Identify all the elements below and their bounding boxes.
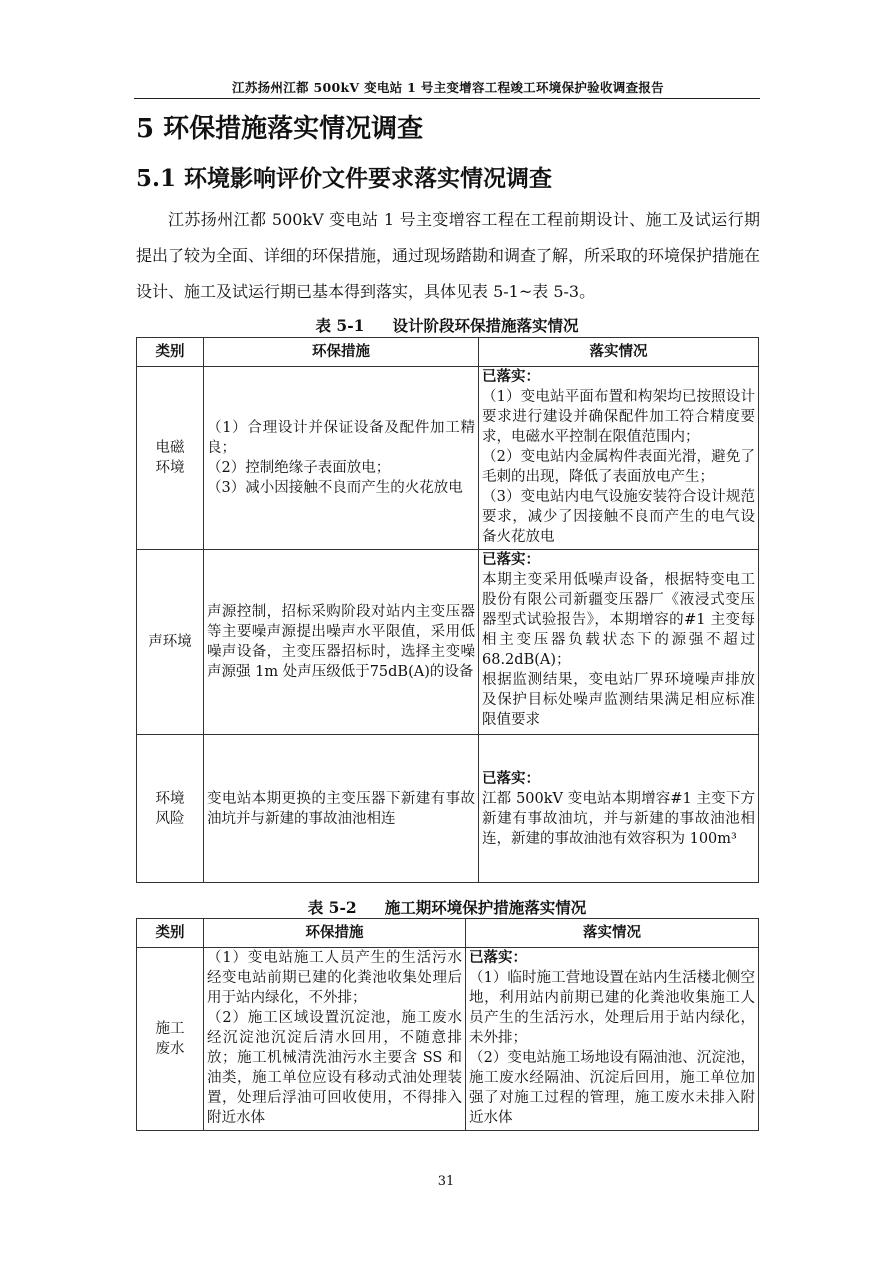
table1-row3-measures [204, 735, 479, 883]
page-number: 31 [437, 1174, 455, 1189]
table2-caption [136, 896, 758, 918]
measure-item: 声源控制，招标采购阶段对站内主变压器等主要噪声源提出噪声水平限值，采用低噪声设备，主变压器招标时，选择主变噪声源强 1m 处声压级低于75dB(A)的设备 [207, 604, 475, 680]
table2-row1-category [137, 948, 204, 1131]
table1-row3-category [137, 735, 204, 883]
category-line: 环境 [155, 460, 185, 476]
table1-header-row [137, 338, 759, 367]
status-head: 已落实： [482, 368, 540, 385]
table2-header-measures: 环保措施 [204, 919, 466, 948]
table2-row1-measures [204, 948, 466, 1131]
table1-header-measures: 环保措施 [204, 338, 479, 367]
status-item: （1）变电站平面布置和构架均已按照设计要求进行建设并确保配件加工符合精度要求，电磁水平控制在限值范围内； [482, 389, 755, 445]
measure-item: （3）减小因接触不良而产生的火花放电 [207, 480, 463, 496]
status-item: 根据监测结果，变电站厂界环境噪声排放及保护目标处噪声监测结果满足相应标准限值要求 [482, 672, 755, 728]
table1-caption-title: 设计阶段环保措施落实情况 [392, 316, 579, 335]
running-header: 江苏扬州江都 500kV 变电站 1 号主变增容工程竣工环境保护验收调查报告 [232, 80, 664, 95]
table1-row1-measures [204, 367, 479, 550]
table1-row1-category [137, 367, 204, 550]
status-head: 已落实： [469, 949, 527, 966]
category-line: 风险 [155, 810, 185, 827]
section-title: 5.1 环境影响评价文件要求落实情况调查 [136, 165, 553, 192]
table1-row2-measures [204, 550, 479, 735]
measure-item: 变电站本期更换的主变压器下新建有事故油坑并与新建的事故油池相连 [207, 790, 475, 827]
category-line: 声环境 [148, 634, 192, 650]
category-line: 电磁 [155, 440, 185, 456]
status-head: 已落实： [482, 551, 540, 568]
table2-caption-title: 施工期环境保护措施落实情况 [384, 898, 587, 917]
status-item: （1）临时施工营地设置在站内生活楼北侧空地，利用站内前期已建的化粪池收集施工人员产生的生活污水，处理后用于站内绿化，未外排； [469, 970, 755, 1046]
table1-row2-status [479, 550, 759, 735]
table1-caption [136, 314, 758, 336]
status-head: 已落实： [482, 769, 540, 787]
table1-caption-number: 表 5-1 [315, 316, 365, 335]
status-item: （2）变电站内金属构件表面光滑，避免了毛刺的出现，降低了表面放电产生； [482, 449, 755, 485]
table-row [137, 550, 759, 735]
table1-header-status: 落实情况 [479, 338, 759, 367]
table2 [136, 918, 759, 1131]
intro-paragraph: 江苏扬州江都 500kV 变电站 1 号主变增容工程在工程前期设计、施工及试运行期提出了较为全面、详细的环保措施，通过现场踏勘和调查了解，所采取的环境保护措施在设计、施工及试运行期已基本得到落实，具体见表 5-1~表 5-3。 [136, 210, 761, 301]
table1-row2-category [137, 550, 204, 735]
table-row [137, 735, 759, 883]
status-item: 江都 500kV 变电站本期增容#1 主变下方新建有事故油坑，并与新建的事故油池相连，新建的事故油池有效容积为 100m³ [482, 790, 755, 847]
category-line: 废水 [155, 1041, 185, 1057]
category-line: 施工 [155, 1021, 185, 1037]
chapter-title: 5 环保措施落实情况调查 [136, 114, 424, 144]
table2-caption-number: 表 5-2 [307, 898, 357, 917]
table2-row1-status [466, 948, 759, 1131]
measure-item: （2）控制绝缘子表面放电； [207, 460, 391, 476]
status-item: 本期主变采用低噪声设备，根据特变电工股份有限公司新疆变压器厂《液浸式变压器型式试验报告》，本期增容的#1 主变每相主变压器负载状态下的源强不超过 68.2dB(A)； [482, 572, 755, 668]
status-item: （2）变电站施工场地设有隔油池、沉淀池，施工废水经隔油、沉淀后回用，施工单位加强了对施工过程的管理，施工废水未排入附近水体 [469, 1050, 755, 1126]
measure-item: （1）变电站施工人员产生的生活污水经变电站前期已建的化粪池收集处理后用于站内绿化，不外排； [207, 950, 462, 1006]
header-rule [134, 98, 760, 99]
table1-row1-status [479, 367, 759, 550]
table2-header-row [137, 919, 759, 948]
category-line: 环境 [155, 790, 185, 807]
table2-header-status: 落实情况 [466, 919, 759, 948]
table1-header-category: 类别 [137, 338, 204, 367]
table2-header-category: 类别 [137, 919, 204, 948]
measure-item: （2）施工区域设置沉淀池，施工废水经沉淀池沉淀后清水回用，不随意排放；施工机械清洗油污水主要含 SS 和油类，施工单位应设有移动式油处理装置，处理后浮油可回收使用，不得排入附近水体 [207, 1010, 462, 1126]
table-row [137, 948, 759, 1131]
table1-row3-status [479, 735, 759, 883]
table-row [137, 367, 759, 550]
measure-item: （1）合理设计并保证设备及配件加工精良； [207, 420, 475, 456]
status-item: （3）变电站内电气设施安装符合设计规范要求，减少了因接触不良而产生的电气设备火花放电 [482, 489, 755, 545]
table1 [136, 337, 759, 883]
